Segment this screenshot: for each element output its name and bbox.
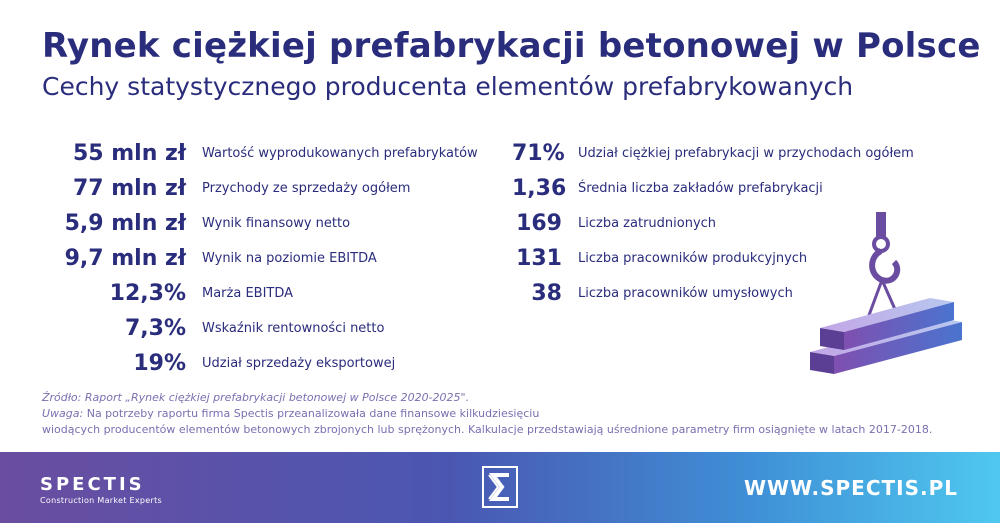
stat-row (512, 171, 932, 206)
stat-value: 5,9 mln zł (64, 211, 186, 236)
source-text: Raport „Rynek ciężkiej prefabrykacji betonowej w Polsce 2020-2025". (84, 391, 470, 404)
stat-value: 7,3% (124, 316, 186, 341)
note-label: Uwaga: (42, 407, 84, 420)
stat-label: Wynik finansowy netto (202, 216, 351, 231)
footnotes (42, 390, 972, 438)
stat-value: 169 (516, 211, 562, 236)
stat-row (512, 136, 932, 171)
stat-label: Wartość wyprodukowanych prefabrykatów (202, 146, 478, 161)
stat-label: Przychody ze sprzedaży ogółem (202, 181, 411, 196)
stat-label: Wynik na poziomie EBITDA (202, 251, 377, 266)
brand-tagline: Construction Market Experts (40, 496, 163, 505)
hook-icon (872, 251, 897, 281)
brand-block (40, 474, 162, 505)
footer-bar (0, 452, 1000, 523)
stat-row (42, 346, 502, 381)
note-text-continued: wiodących producentów elementów betonowych zbrojonych lub sprężonych. Kalkulacje przedstawiają uśrednione parametry firm osiągnięte w latach 2017-2018. (42, 423, 933, 436)
crane-beam-illustration (790, 210, 970, 380)
stat-row (42, 206, 502, 241)
brand-name: SPECTIS (40, 474, 145, 495)
page-title: Rynek ciężkiej prefabrykacji betonowej w Polsce (42, 26, 981, 66)
stat-label: Wskaźnik rentowności netto (202, 321, 385, 336)
website-link[interactable]: WWW.SPECTIS.PL (743, 476, 958, 500)
left-stats-column (42, 136, 502, 381)
stat-label: Średnia liczba zakładów prefabrykacji (578, 181, 823, 196)
source-label: Źródło: (42, 391, 82, 404)
spectis-s-logo-icon (482, 466, 518, 508)
stat-value: 71% (512, 141, 565, 166)
stat-label: Marża EBITDA (202, 286, 294, 301)
stat-label: Liczba pracowników produkcyjnych (578, 251, 808, 266)
stat-label: Udział ciężkiej prefabrykacji w przychodach ogółem (578, 146, 914, 161)
stat-value: 19% (133, 351, 186, 376)
stat-value: 131 (516, 246, 562, 271)
stat-row (42, 311, 502, 346)
stat-row (42, 136, 502, 171)
stat-value: 38 (531, 281, 562, 306)
hook-ring (874, 237, 888, 251)
stat-label: Udział sprzedaży eksportowej (202, 356, 396, 371)
page-subtitle: Cechy statystycznego producenta elementów prefabrykowanych (42, 72, 854, 101)
stat-value: 77 mln zł (72, 176, 186, 201)
stat-label: Liczba zatrudnionych (578, 216, 717, 231)
note-text: Na potrzeby raportu firma Spectis przeanalizowała dane finansowe kilkudziesięciu (86, 407, 540, 420)
stat-row (42, 276, 502, 311)
hook-shaft (876, 212, 886, 238)
stat-value: 55 mln zł (72, 141, 186, 166)
stat-value: 1,36 (512, 176, 567, 201)
stat-value: 9,7 mln zł (64, 246, 186, 271)
stat-row (42, 241, 502, 276)
stat-label: Liczba pracowników umysłowych (578, 286, 793, 301)
stat-value: 12,3% (109, 281, 186, 306)
stat-row (42, 171, 502, 206)
